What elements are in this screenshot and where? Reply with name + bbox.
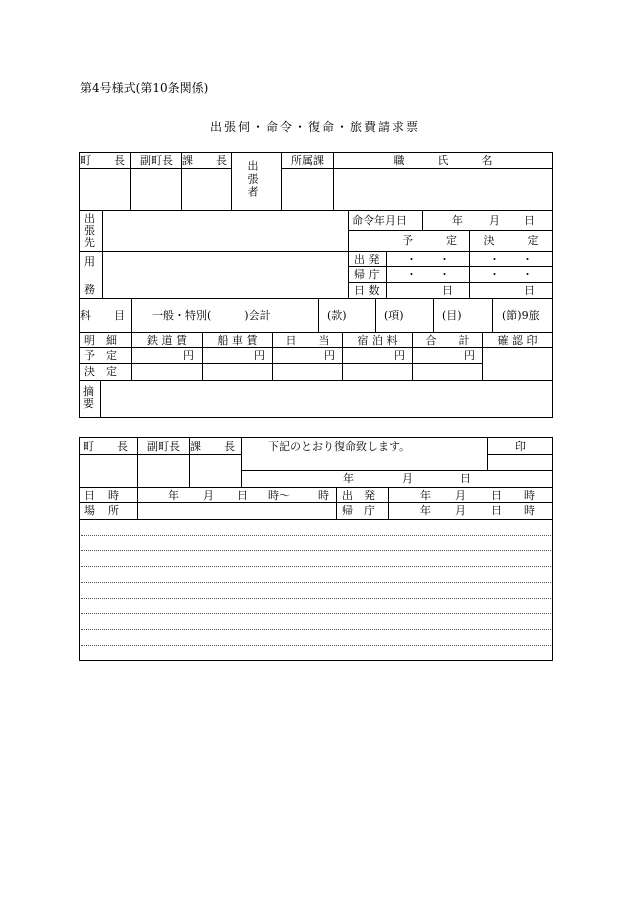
general-special-account: 一般・特別( )会計 bbox=[152, 309, 271, 322]
rail-fare-header: 鉄 道 賃 bbox=[147, 334, 187, 347]
report-date-year: 年 bbox=[343, 472, 354, 485]
departure-year: 年 bbox=[420, 489, 431, 502]
report-section-chief-label: 課 長 bbox=[190, 440, 241, 453]
purpose-field[interactable] bbox=[103, 252, 348, 298]
daily-allowance-header: 日 当 bbox=[285, 334, 330, 347]
kou-label: (項) bbox=[384, 309, 404, 322]
setsu-label: (節)9旅 bbox=[502, 309, 540, 322]
report-date-day: 日 bbox=[460, 472, 471, 485]
trip-month: 月 bbox=[203, 489, 214, 502]
trip-day: 日 bbox=[237, 489, 248, 502]
departure-month: 月 bbox=[455, 489, 466, 502]
report-chief-seal-box[interactable] bbox=[190, 455, 241, 486]
yen-lodging: 円 bbox=[394, 349, 405, 362]
vehicle-fare-header: 船 車 賃 bbox=[217, 334, 258, 347]
department-label: 所属課 bbox=[291, 154, 324, 167]
total-header: 合 計 bbox=[425, 334, 470, 347]
traveler-label: 出張者 bbox=[246, 160, 259, 199]
mayor-seal-box[interactable] bbox=[80, 169, 130, 209]
report-deputy-seal-box[interactable] bbox=[138, 455, 189, 486]
report-departure-label: 出 発 bbox=[342, 489, 375, 502]
return-label: 帰 庁 bbox=[354, 268, 380, 281]
yen-rail: 円 bbox=[183, 349, 194, 362]
account-item-label: 科 目 bbox=[80, 309, 131, 322]
place-field[interactable] bbox=[138, 503, 336, 518]
deputy-mayor-seal-box[interactable] bbox=[131, 169, 181, 209]
report-seal-label: 印 bbox=[515, 440, 526, 453]
detail-label: 明 細 bbox=[84, 334, 117, 347]
trip-to-hour: 時 bbox=[318, 489, 329, 502]
order-date-year: 年 bbox=[452, 214, 463, 227]
mayor-label: 町 長 bbox=[80, 154, 131, 167]
order-date-day: 日 bbox=[524, 214, 535, 227]
kan-label: (款) bbox=[327, 309, 347, 322]
report-deputy-mayor-label: 副町長 bbox=[147, 440, 180, 453]
purpose-label-top: 用 bbox=[84, 255, 95, 268]
report-statement: 下記のとおり復命致します。 bbox=[268, 440, 411, 453]
return-hour: 時 bbox=[524, 504, 535, 517]
section-chief-seal-box[interactable] bbox=[182, 169, 231, 209]
departure-label: 出 発 bbox=[354, 253, 380, 266]
return-decided-dots: ・ ・ bbox=[489, 268, 533, 281]
departure-decided-dots: ・ ・ bbox=[489, 253, 533, 266]
order-date-label: 命令年月日 bbox=[352, 214, 407, 227]
report-body-field[interactable] bbox=[81, 520, 551, 660]
planned-header: 予 定 bbox=[402, 234, 457, 247]
position-name-label: 職 氏 名 bbox=[393, 154, 493, 167]
trip-from-time: 時〜 bbox=[268, 489, 290, 502]
form-title: 出張伺・命令・復命・旅費請求票 bbox=[209, 120, 420, 134]
decided-header: 決 定 bbox=[483, 234, 539, 247]
return-year: 年 bbox=[420, 504, 431, 517]
moku-label: (目) bbox=[442, 309, 462, 322]
form-number: 第4号様式(第10条関係) bbox=[80, 81, 209, 95]
report-mayor-label: 町 長 bbox=[83, 440, 134, 453]
confirm-seal-header: 確 認 印 bbox=[497, 334, 538, 347]
yen-total: 円 bbox=[464, 349, 475, 362]
return-day: 日 bbox=[491, 504, 502, 517]
return-month: 月 bbox=[455, 504, 466, 517]
report-mayor-seal-box[interactable] bbox=[80, 455, 137, 486]
departure-day: 日 bbox=[491, 489, 502, 502]
deputy-mayor-label: 副町長 bbox=[140, 154, 173, 167]
summary-label: 摘要 bbox=[83, 385, 94, 410]
yen-daily: 円 bbox=[324, 349, 335, 362]
lodging-header: 宿 泊 料 bbox=[357, 334, 398, 347]
destination-label: 出張先 bbox=[84, 212, 95, 249]
place-label: 場 所 bbox=[84, 504, 120, 517]
report-return-label: 帰 庁 bbox=[342, 504, 375, 517]
department-field[interactable] bbox=[282, 169, 333, 209]
report-date-month: 月 bbox=[402, 472, 413, 485]
summary-field[interactable] bbox=[101, 381, 552, 417]
yen-vehicle: 円 bbox=[254, 349, 265, 362]
trip-year: 年 bbox=[168, 489, 179, 502]
return-planned-dots: ・ ・ bbox=[406, 268, 450, 281]
order-date-month: 月 bbox=[489, 214, 500, 227]
departure-planned-dots: ・ ・ bbox=[406, 253, 450, 266]
departure-hour: 時 bbox=[524, 489, 535, 502]
purpose-label-bottom: 務 bbox=[84, 283, 95, 296]
section-chief-label: 課 長 bbox=[182, 154, 233, 167]
destination-field[interactable] bbox=[103, 211, 348, 251]
days-planned-unit: 日 bbox=[442, 284, 453, 297]
expense-decided-label: 決 定 bbox=[84, 365, 117, 378]
days-label: 日 数 bbox=[354, 284, 380, 297]
position-name-field[interactable] bbox=[334, 169, 552, 209]
days-decided-unit: 日 bbox=[524, 284, 535, 297]
expense-planned-label: 予 定 bbox=[84, 349, 117, 362]
datetime-label: 日 時 bbox=[84, 489, 120, 502]
